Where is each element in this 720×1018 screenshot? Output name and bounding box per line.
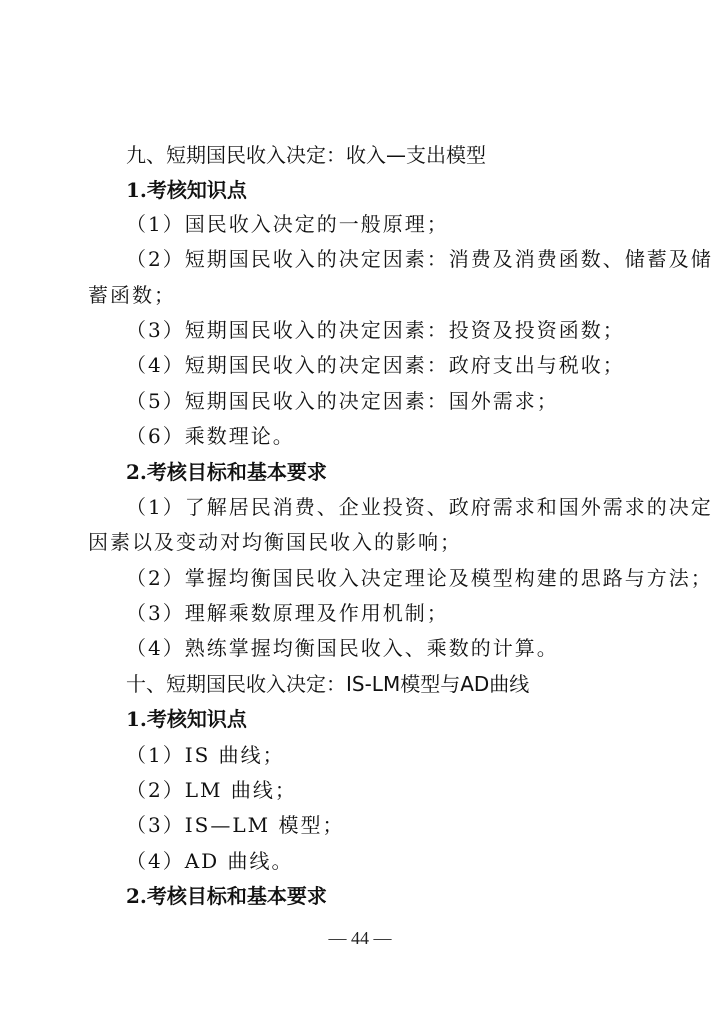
section-9-points-heading: 1.考核知识点 (126, 178, 247, 202)
section-9-goal-4: （4）熟练掌握均衡国民收入、乘数的计算。 (126, 636, 559, 660)
section-9-point-2-cont: 蓄函数； (88, 283, 176, 307)
section-10-point-2: （2）LM 曲线； (126, 778, 297, 802)
section-9-goals-heading: 2.考核目标和基本要求 (126, 460, 327, 484)
section-9-goal-1-cont: 因素以及变动对均衡国民收入的影响； (88, 530, 462, 554)
section-10-goals-heading: 2.考核目标和基本要求 (126, 884, 327, 908)
section-10-point-4: （4）AD 曲线。 (126, 849, 294, 873)
section-10-point-3: （3）IS—LM 模型； (126, 813, 345, 837)
section-9-point-2: （2）短期国民收入的决定因素：消费及消费函数、储蓄及储 (126, 247, 713, 271)
section-9-point-5: （5）短期国民收入的决定因素：国外需求； (126, 389, 559, 413)
section-10-title: 十、短期国民收入决定：IS-LM模型与AD曲线 (126, 672, 530, 696)
section-10-points-heading: 1.考核知识点 (126, 707, 247, 731)
section-10-point-1: （1）IS 曲线； (126, 743, 285, 767)
section-9-point-3: （3）短期国民收入的决定因素：投资及投资函数； (126, 318, 625, 342)
section-9-point-1: （1）国民收入决定的一般原理； (126, 212, 449, 236)
section-9-point-6: （6）乘数理论。 (126, 424, 295, 448)
section-9-point-4: （4）短期国民收入的决定因素：政府支出与税收； (126, 353, 625, 377)
section-9-goal-3: （3）理解乘数原理及作用机制； (126, 601, 449, 625)
page-number: — 44 — (328, 928, 392, 948)
section-9-goal-1: （1）了解居民消费、企业投资、政府需求和国外需求的决定 (126, 495, 713, 519)
section-9-goal-2: （2）掌握均衡国民收入决定理论及模型构建的思路与方法； (126, 566, 713, 590)
section-9-title: 九、短期国民收入决定：收入—支出模型 (126, 143, 486, 167)
